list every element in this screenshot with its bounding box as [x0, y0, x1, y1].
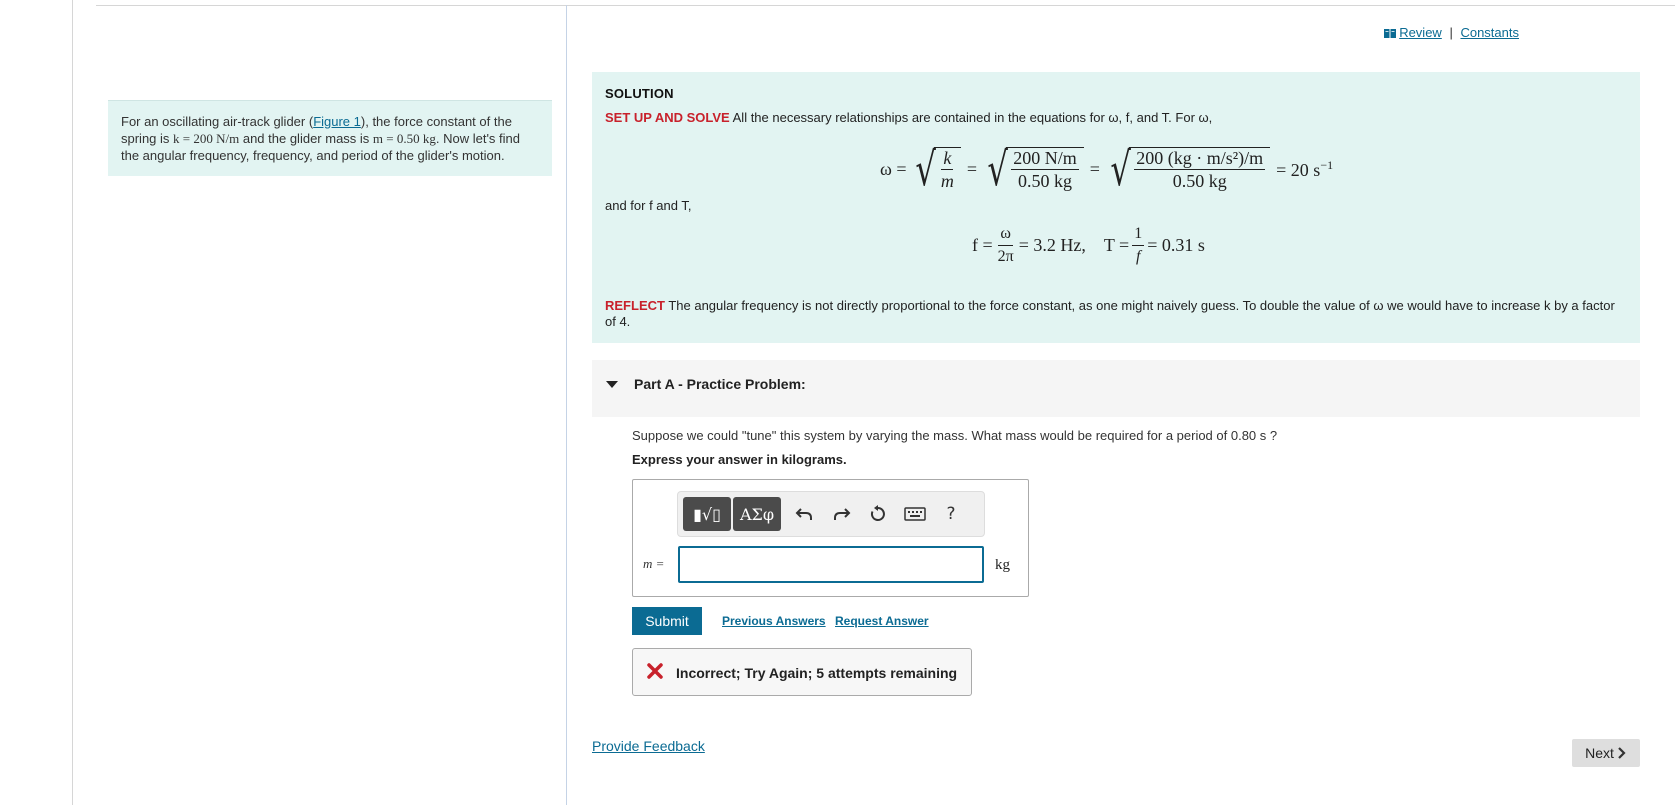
express-instruction: Express your answer in kilograms.: [632, 452, 847, 467]
redo-icon[interactable]: [831, 503, 853, 525]
column-divider: [566, 5, 567, 805]
help-icon[interactable]: ?: [946, 504, 956, 524]
symbols-button[interactable]: ΑΣφ: [733, 497, 781, 531]
sqrt-units: √ $\frac{\text{200 (kg · m/s²)/m}}{0.50 kg}$: [1106, 146, 1270, 192]
templates-button[interactable]: ▮√▯: [683, 497, 731, 531]
solution-panel: [592, 72, 1640, 343]
provide-feedback-link[interactable]: Provide Feedback: [592, 738, 705, 754]
link-separator: |: [1449, 25, 1453, 40]
m-symbol: m: [940, 171, 954, 191]
next-label: Next: [1585, 745, 1614, 761]
omega-result: = 20 $s^{-1}$: [1276, 157, 1334, 180]
sqrt-values: √ $\frac{200 N/m}{0.50 kg}$: [983, 146, 1084, 192]
previous-answers-link[interactable]: Previous Answers: [722, 614, 826, 628]
m-expression: m = 0.50 kg: [372, 131, 436, 146]
f-num: ω: [998, 224, 1013, 246]
t-result: = 0.31 s: [1147, 234, 1205, 255]
review-link[interactable]: Review: [1399, 25, 1442, 40]
problem-text: and the glider mass is: [239, 131, 373, 146]
answer-input[interactable]: [678, 546, 984, 583]
answer-box: [632, 479, 1029, 597]
left-margin-divider: [72, 0, 73, 805]
k-symbol: k: [943, 148, 952, 168]
next-button[interactable]: [1572, 739, 1640, 767]
k-expression: k = 200 N/m: [173, 131, 240, 146]
setup-label: SET UP AND SOLVE: [605, 110, 730, 125]
undo-icon[interactable]: [793, 503, 815, 525]
solution-title: SOLUTION: [605, 86, 674, 101]
chevron-right-icon: [1617, 747, 1627, 759]
top-links: [1384, 25, 1519, 40]
problem-text: . Now let's find the angular frequency, frequency, and period of the glider's motion.: [121, 131, 521, 163]
caret-down-icon[interactable]: [606, 381, 618, 388]
constants-link[interactable]: Constants: [1460, 25, 1519, 40]
den2: 0.50 kg: [1172, 171, 1227, 191]
f-den: 2π: [997, 247, 1014, 265]
reset-icon[interactable]: [867, 503, 889, 525]
figure-link[interactable]: Figure 1: [313, 114, 361, 129]
math-toolbar: [677, 491, 985, 537]
num1: 200 N/m: [1013, 148, 1077, 168]
unit-label: kg: [995, 557, 1010, 573]
reflect-label: REFLECT: [605, 298, 665, 313]
feedback-text: Incorrect; Try Again; 5 attempts remaining: [676, 665, 958, 681]
t-num: 1: [1132, 224, 1144, 246]
book-icon: [1384, 29, 1396, 38]
problem-statement: [108, 100, 552, 176]
input-label: m =: [643, 556, 665, 571]
f-result: = 3.2 Hz,: [1018, 234, 1086, 255]
problem-text: For an oscillating air-track glider (: [121, 114, 314, 129]
reflect-text: The angular frequency is not directly proportional to the force constant, as one might naively guess. To double the value of ω we would have to increase k by a factor of 4.: [605, 298, 1615, 329]
sqrt-k-over-m: √ $\frac{k}{m}$: [911, 146, 961, 192]
den1: 0.50 kg: [1018, 171, 1073, 191]
setup-text: All the necessary relationships are contained in the equations for ω, f, and T. For ω,: [729, 110, 1213, 125]
omega-lhs: ω =: [880, 158, 907, 179]
part-a-header[interactable]: [592, 360, 1640, 417]
t-den: f: [1135, 247, 1141, 265]
and-for-text: and for f and T,: [605, 198, 692, 213]
keyboard-icon[interactable]: [903, 503, 927, 525]
top-divider: [96, 5, 1675, 6]
submit-button[interactable]: Submit: [632, 607, 702, 635]
f-lhs: f =: [972, 234, 993, 255]
omega-equation: ω = √ $\frac{k}{m}$ = √ $\frac{200 N/m}{0.50 kg}$ = √ $\frac{\text{200 (kg · m/s²)/m}}{0.50 kg}$ = 20 $s^{-1}$: [880, 142, 1334, 196]
x-icon: [647, 663, 663, 679]
incorrect-feedback: [632, 648, 972, 696]
question-text: Suppose we could "tune" this system by varying the mass. What mass would be required for a period of 0.80 s ?: [632, 428, 1278, 443]
part-a-title: Part A - Practice Problem:: [634, 376, 806, 392]
num2: 200 (kg · m/s²)/m: [1136, 148, 1264, 168]
t-lhs: T =: [1103, 234, 1130, 255]
request-answer-link[interactable]: Request Answer: [835, 614, 929, 628]
f-t-equation: [972, 220, 1205, 270]
problem-text: ), the force constant of the spring is: [121, 114, 512, 146]
